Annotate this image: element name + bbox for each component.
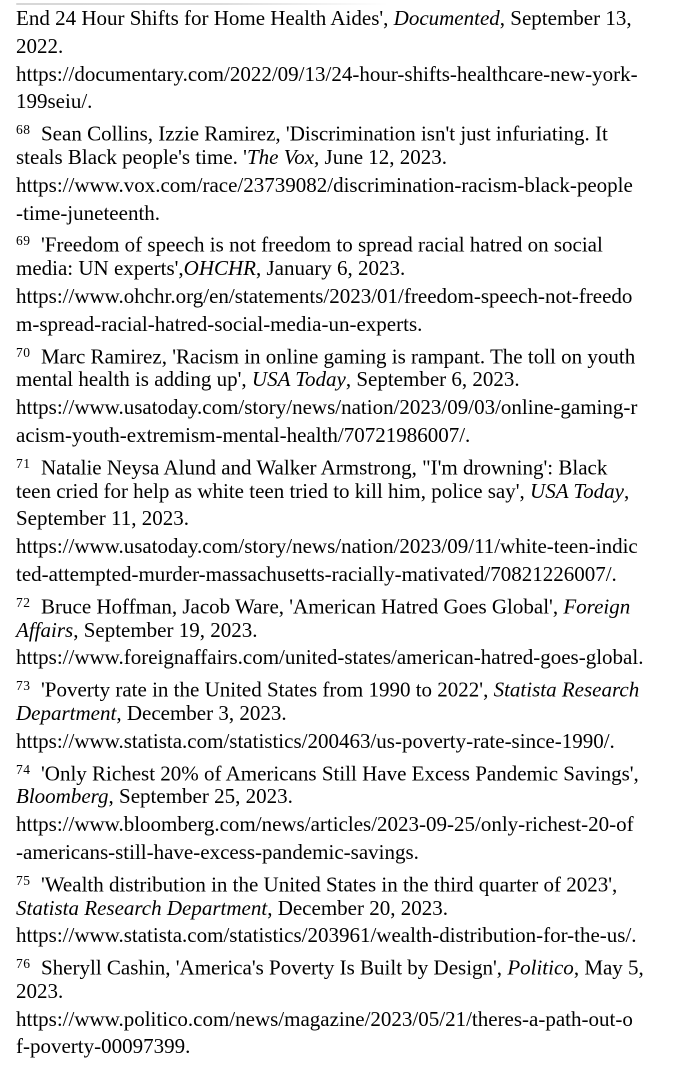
footnote-line: [16, 505, 692, 533]
text-segment: https://www.foreignaffairs.com/united-states/american-hatred-goes-global.: [16, 645, 644, 670]
footnote-marker: 70: [16, 344, 31, 360]
footnotes-text-block: [16, 5, 692, 1061]
text-segment: Sean Collins, Izzie Ramirez, 'Discrimination isn't just infuriating. It: [30, 121, 608, 146]
text-segment: Bruce Hoffman, Jacob Ware, 'American Hatred Goes Global',: [30, 594, 564, 619]
text-segment: media: UN experts',: [16, 256, 184, 281]
text-segment: 'Wealth distribution in the United States in the third quarter of 2023',: [30, 872, 618, 897]
footnote-line: [16, 311, 692, 339]
text-segment: June 12, 2023.: [319, 144, 448, 169]
footnote-line: [16, 811, 692, 839]
footnote-line: [16, 867, 692, 895]
footnote-line: [16, 728, 692, 756]
footnote-line: [16, 450, 692, 478]
text-segment: 2023.: [16, 978, 64, 1003]
text-segment: m-spread-racial-hatred-social-media-un-experts.: [16, 311, 423, 336]
footnote-line: [16, 200, 692, 228]
footnote-line: [16, 978, 692, 1006]
text-segment: End 24 Hour Shifts for Home Health Aides',: [16, 6, 394, 30]
text-segment: Foreign: [563, 594, 631, 619]
footnote-line: [16, 1006, 692, 1034]
footnote-line: [16, 895, 692, 923]
footnote-line: [16, 478, 692, 506]
text-segment: acism-youth-extremism-mental-health/70721986007/.: [16, 422, 471, 447]
footnote-marker: 72: [16, 594, 31, 610]
footnote-line: [16, 783, 692, 811]
text-segment: OHCHR: [183, 256, 256, 281]
text-segment: USA Today: [530, 478, 624, 503]
text-segment: USA Today: [251, 367, 346, 392]
text-segment: , September 13,: [499, 6, 632, 30]
text-segment: https://www.politico.com/news/magazine/2023/05/21/theres-a-path-out-o: [16, 1006, 633, 1031]
footnote-marker: 75: [16, 872, 31, 888]
text-segment: f-poverty-00097399.: [16, 1034, 191, 1059]
footnote-line: [16, 5, 692, 33]
footnote-line: [16, 61, 692, 89]
text-segment: , September 6, 2023.: [345, 367, 520, 392]
text-segment: Politico: [507, 955, 574, 980]
footnote-marker: 76: [16, 956, 31, 972]
footnote-line: [16, 950, 692, 978]
footnote-line: [16, 533, 692, 561]
footnote-line: [16, 561, 692, 589]
text-segment: 'Only Richest 20% of Americans Still Have Excess Pandemic Savings',: [30, 761, 639, 786]
text-segment: , September 19, 2023.: [73, 617, 258, 642]
text-segment: Marc Ramirez, 'Racism in online gaming is rampant. The toll on youth: [30, 344, 636, 369]
text-segment: steals Black people's time. ': [16, 144, 247, 169]
footnote-line: [16, 144, 692, 172]
text-segment: ted-attempted-murder-massachusetts-racially-mativated/70821226007/.: [16, 561, 617, 586]
text-segment: Sheryll Cashin, 'America's Poverty Is Built by Design',: [30, 955, 508, 980]
text-segment: , May 5,: [573, 955, 644, 980]
footnote-line: [16, 617, 692, 645]
text-segment: 199seiu/.: [16, 89, 93, 114]
text-segment: , January 6, 2023.: [256, 256, 406, 281]
footnote-line: [16, 1033, 692, 1061]
text-segment: Documented: [393, 6, 500, 30]
text-segment: https://www.statista.com/statistics/200463/us-poverty-rate-since-1990/.: [16, 728, 615, 753]
footnote-marker: 68: [16, 122, 31, 138]
footnote-line: [16, 116, 692, 144]
text-segment: 'Poverty rate in the United States from 1990 to 2022',: [30, 677, 494, 702]
text-segment: https://www.bloomberg.com/news/articles/2023-09-25/only-richest-20-of: [16, 812, 634, 837]
text-segment: teen cried for help as white teen tried to kill him, police say',: [16, 478, 531, 503]
text-segment: https://www.vox.com/race/23739082/discrimination-racism-black-people: [16, 172, 633, 197]
footnote-line: [16, 366, 692, 394]
footnote-line: [16, 672, 692, 700]
footnote-line: [16, 88, 692, 116]
footnote-line: [16, 283, 692, 311]
footnote-line: [16, 255, 692, 283]
text-segment: Natalie Neysa Alund and Walker Armstrong, "I'm drowning': Black: [30, 455, 608, 480]
text-segment: https://www.statista.com/statistics/203961/wealth-distribution-for-the-us/.: [16, 923, 637, 948]
footnote-line: [16, 644, 692, 672]
text-segment: -time-juneteenth.: [16, 200, 161, 225]
footnote-marker: 69: [16, 233, 31, 249]
footnote-marker: 73: [16, 678, 31, 694]
footnote-line: [16, 922, 692, 950]
text-segment: The Vox,: [246, 144, 320, 169]
text-segment: https://documentary.com/2022/09/13/24-hour-shifts-healthcare-new-york-: [16, 61, 638, 86]
footnote-line: [16, 700, 692, 728]
text-segment: -americans-still-have-excess-pandemic-savings.: [16, 839, 419, 864]
text-segment: https://www.ohchr.org/en/statements/2023/01/freedom-speech-not-freedo: [16, 283, 633, 308]
text-segment: Bloomberg: [16, 784, 109, 809]
text-segment: https://www.usatoday.com/story/news/nation/2023/09/03/online-gaming-r: [16, 395, 638, 420]
text-segment: Statista Research Department: [16, 895, 268, 920]
footnote-line: [16, 756, 692, 784]
footnote-line: [16, 422, 692, 450]
footnote-line: [16, 227, 692, 255]
footnote-marker: 71: [16, 455, 31, 471]
text-segment: September 11, 2023.: [16, 506, 190, 531]
text-segment: ,: [623, 478, 630, 503]
text-segment: , December 20, 2023.: [267, 895, 448, 920]
text-segment: , December 3, 2023.: [116, 700, 287, 725]
text-segment: https://www.usatoday.com/story/news/nation/2023/09/11/white-teen-indic: [16, 534, 638, 559]
footnote-line: [16, 589, 692, 617]
footnote-line: [16, 839, 692, 867]
text-segment: Department: [16, 700, 117, 725]
text-segment: Statista Research: [493, 677, 640, 702]
text-segment: 'Freedom of speech is not freedom to spread racial hatred on social: [30, 232, 603, 257]
text-segment: mental health is adding up',: [16, 367, 252, 392]
footnote-line: [16, 172, 692, 200]
footnote-marker: 74: [16, 761, 31, 777]
footnote-line: [16, 33, 692, 61]
text-segment: , September 25, 2023.: [108, 784, 293, 809]
text-segment: 2022.: [16, 33, 64, 58]
text-segment: Affairs: [16, 617, 74, 642]
footnote-line: [16, 394, 692, 422]
footnote-line: [16, 339, 692, 367]
